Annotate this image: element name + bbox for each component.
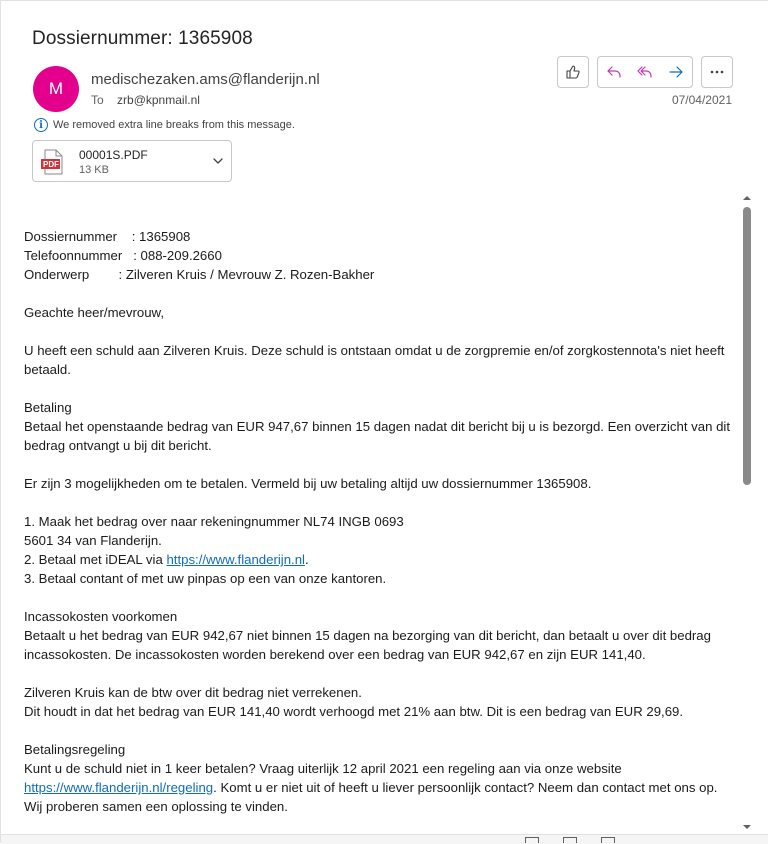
avatar-initial: M: [48, 79, 64, 98]
reply-button-group: [597, 56, 693, 88]
reply-button[interactable]: [598, 57, 629, 87]
reply-icon: [606, 64, 622, 80]
to-label: To: [91, 93, 104, 107]
email-subject: Dossiernummer: 1365908: [32, 28, 253, 49]
sender-avatar[interactable]: [33, 66, 79, 112]
body-line: Dossiernummer : 1365908: [24, 229, 191, 244]
flanderijn-link[interactable]: https://www.flanderijn.nl: [166, 552, 305, 567]
like-icon: [565, 64, 581, 80]
body-line: Zilveren Kruis kan de btw over dit bedrag niet verrekenen.: [24, 685, 362, 700]
pdf-type-label: PDF: [43, 160, 59, 169]
reading-mode-icon[interactable]: [563, 837, 577, 843]
info-message: We removed extra line breaks from this message.: [53, 119, 295, 131]
message-body: [24, 227, 736, 832]
body-line: Geachte heer/mevrouw,: [24, 305, 165, 320]
forward-icon: [668, 64, 684, 80]
regeling-link[interactable]: https://www.flanderijn.nl/regeling: [24, 780, 214, 795]
info-bar: [34, 118, 295, 132]
body-paragraph: Er zijn 3 mogelijkheden om te betalen. Vermeld bij uw betaling altijd uw dossiernummer 1365908.: [24, 476, 592, 491]
vertical-scrollbar[interactable]: [739, 191, 755, 834]
attachment-card[interactable]: [32, 140, 232, 182]
info-icon: i: [34, 118, 48, 132]
body-line: 3. Betaal contant of met uw pinpas op een van onze kantoren.: [24, 571, 387, 586]
section-heading: Betalingsregeling: [24, 742, 126, 757]
attachment-name: 00001S.PDF: [79, 148, 148, 162]
forward-button[interactable]: [661, 57, 692, 87]
more-actions-button[interactable]: [701, 56, 733, 88]
email-date: 07/04/2021: [671, 93, 732, 107]
reply-all-icon: [637, 64, 653, 80]
body-text: . Komt u er niet uit of heeft u liever persoonlijk contact? Neem dan contact met ons op.: [213, 780, 718, 795]
body-line: Dit houdt in dat het bedrag van EUR 141,40 wordt verhoogd met 21% aan btw. Dit is een bedrag van EUR 29,69.: [24, 704, 684, 719]
section-heading: Incassokosten voorkomen: [24, 609, 178, 624]
scrollbar-thumb[interactable]: [743, 207, 751, 485]
body-line: Telefoonnummer : 088-209.2660: [24, 248, 222, 263]
recipient-address[interactable]: zrb@kpnmail.nl: [117, 93, 200, 107]
chevron-down-icon[interactable]: [211, 154, 225, 168]
body-paragraph: Betaal het openstaande bedrag van EUR 947,67 binnen 15 dagen nadat dit bericht bij u is bezorgd. Een overzicht van dit bedrag ontvangt u bij dit bericht.: [24, 419, 731, 453]
body-text: 2. Betaal met iDEAL via: [24, 552, 167, 567]
layout-icon[interactable]: [601, 837, 615, 843]
body-paragraph: [24, 759, 736, 797]
sender-address[interactable]: medischezaken.ams@flanderijn.nl: [91, 71, 320, 88]
like-button[interactable]: [557, 56, 589, 88]
more-icon: [709, 64, 725, 80]
attachment-size: 13 KB: [79, 164, 109, 176]
body-paragraph: Betaalt u het bedrag van EUR 942,67 niet binnen 15 dagen na bezorging van dit bericht, dan betaalt u over dit bedrag incassokosten. De incassokosten worden berekend over een bedrag van EUR 942,67 en zijn EUR 141,40.: [24, 628, 711, 662]
body-text: Kunt u de schuld niet in 1 keer betalen? Vraag uiterlijk 12 april 2021 een regeling aan via onze website: [24, 761, 622, 776]
scroll-down-icon[interactable]: [743, 823, 751, 831]
body-line: [24, 550, 736, 569]
reply-all-button[interactable]: [629, 57, 660, 87]
body-line: Wij proberen samen een oplossing te vinden.: [24, 799, 288, 814]
body-line: 5601 34 van Flanderijn.: [24, 533, 162, 548]
body-line: 1. Maak het bedrag over naar rekeningnummer NL74 INGB 0693: [24, 514, 404, 529]
recipient-line: [91, 93, 200, 107]
body-paragraph: U heeft een schuld aan Zilveren Kruis. Deze schuld is ontstaan omdat u de zorgpremie en/of zorgkostennota's niet heeft betaald.: [24, 343, 725, 377]
scroll-up-icon[interactable]: [743, 194, 751, 202]
section-heading: Betaling: [24, 400, 72, 415]
body-text: .: [305, 552, 309, 567]
body-line: Onderwerp : Zilveren Kruis / Mevrouw Z. Rozen-Bakher: [24, 267, 375, 282]
view-mode-icon[interactable]: [525, 837, 539, 843]
